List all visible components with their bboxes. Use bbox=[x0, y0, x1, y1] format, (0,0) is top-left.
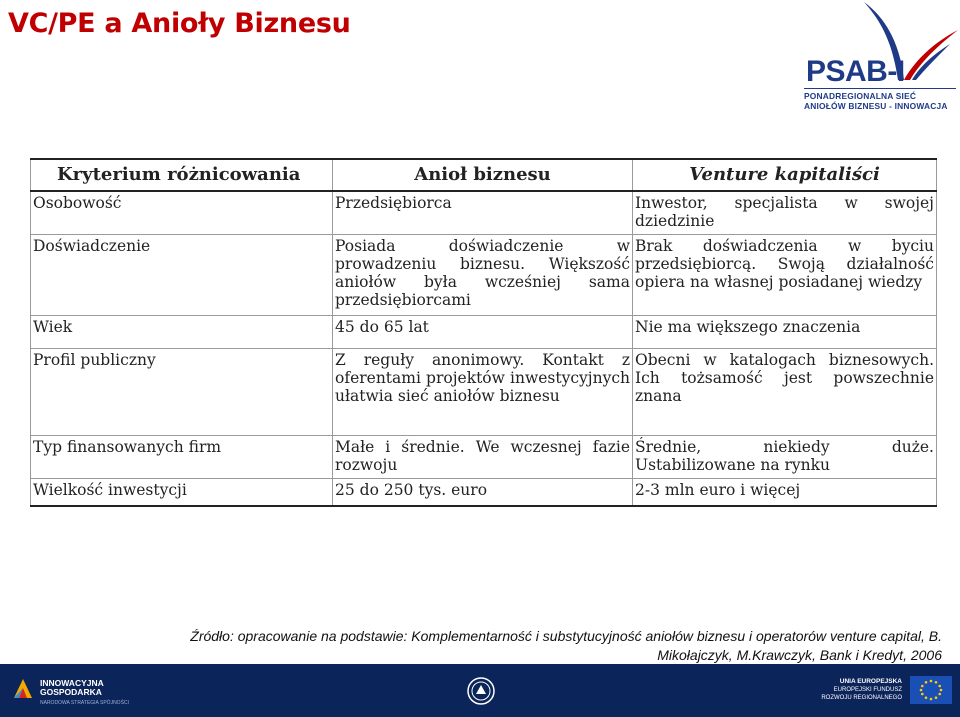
polish-emblem-icon bbox=[466, 676, 496, 706]
footer-right-text bbox=[818, 678, 902, 702]
angel-cell: 25 do 250 tys. euro bbox=[333, 479, 633, 507]
vc-cell: Nie ma większego znaczenia bbox=[633, 316, 937, 349]
comparison-table bbox=[30, 158, 937, 507]
logo-divider bbox=[804, 88, 956, 89]
source-line1: Źródło: opracowanie na podstawie: Komplementarność i substytucyjność aniołów biznesu i operatorów venture capital, B. bbox=[190, 628, 942, 644]
vc-cell: Inwestor, specjalista w swojej dziedzinie bbox=[633, 191, 937, 235]
footer-left-line1: INNOWACYJNA bbox=[40, 678, 104, 688]
angel-cell: 45 do 65 lat bbox=[333, 316, 633, 349]
vc-cell: Średnie, niekiedy duże. Ustabilizowane na rynku bbox=[633, 436, 937, 479]
page-title: VC/PE a Anioły Biznesu bbox=[8, 8, 351, 39]
criterion-cell: Wielkość inwestycji bbox=[31, 479, 333, 507]
footer-left-text bbox=[40, 679, 104, 697]
footer-left-sub: NARODOWA STRATEGIA SPÓJNOŚCI bbox=[40, 700, 129, 706]
source-citation bbox=[80, 627, 950, 665]
table-row bbox=[31, 191, 937, 235]
header-angel: Anioł biznesu bbox=[333, 159, 633, 191]
footer-left-line2: GOSPODARKA bbox=[40, 687, 102, 697]
vc-cell: 2-3 mln euro i więcej bbox=[633, 479, 937, 507]
angel-cell: Posiada doświadczenie w prowadzeniu biznesu. Większość aniołów była wcześniej sama przedsiębiorcami bbox=[333, 235, 633, 316]
table-header-row bbox=[31, 159, 937, 191]
footer-right-line1: UNIA EUROPEJSKA bbox=[839, 678, 902, 685]
angel-cell: Z reguły anonimowy. Kontakt z oferentami projektów inwestycyjnych ułatwia sieć aniołów biznesu bbox=[333, 349, 633, 436]
logo-subtitle-line2: ANIOŁÓW BIZNESU - INNOWACJA bbox=[804, 101, 948, 111]
angel-cell: Przedsiębiorca bbox=[333, 191, 633, 235]
table-row bbox=[31, 235, 937, 316]
vc-cell: Brak doświadczenia w byciu przedsiębiorcą. Swoją działalność opiera na własnej posiadanej wiedzy bbox=[633, 235, 937, 316]
angel-cell: Małe i średnie. We wczesnej fazie rozwoju bbox=[333, 436, 633, 479]
footer-bar bbox=[0, 664, 960, 717]
criterion-cell: Doświadczenie bbox=[31, 235, 333, 316]
table-row bbox=[31, 479, 937, 507]
criterion-cell: Typ finansowanych firm bbox=[31, 436, 333, 479]
comparison-table-wrapper bbox=[30, 158, 936, 499]
vc-cell: Obecni w katalogach biznesowych. Ich tożsamość jest powszechnie znana bbox=[633, 349, 937, 436]
footer-right-line3: ROZWOJU REGIONALNEGO bbox=[821, 695, 902, 701]
footer-right-line2: EUROPEJSKI FUNDUSZ bbox=[833, 687, 902, 693]
logo-subtitle-line1: PONADREGIONALNA SIEĆ bbox=[804, 91, 917, 101]
innovative-economy-logo-icon bbox=[10, 676, 36, 702]
header-vc: Venture kapitaliści bbox=[633, 159, 937, 191]
header-criterion: Kryterium różnicowania bbox=[31, 159, 333, 191]
table-row bbox=[31, 349, 937, 436]
criterion-cell: Osobowość bbox=[31, 191, 333, 235]
table-row bbox=[31, 436, 937, 479]
table-row bbox=[31, 316, 937, 349]
criterion-cell: Wiek bbox=[31, 316, 333, 349]
source-line2: Mikołajczyk, M.Krawczyk, Bank i Kredyt, 2006 bbox=[657, 647, 942, 663]
criterion-cell: Profil publiczny bbox=[31, 349, 333, 436]
eu-flag-icon bbox=[910, 676, 952, 704]
psab-logo-text: PSAB-I bbox=[806, 55, 905, 88]
